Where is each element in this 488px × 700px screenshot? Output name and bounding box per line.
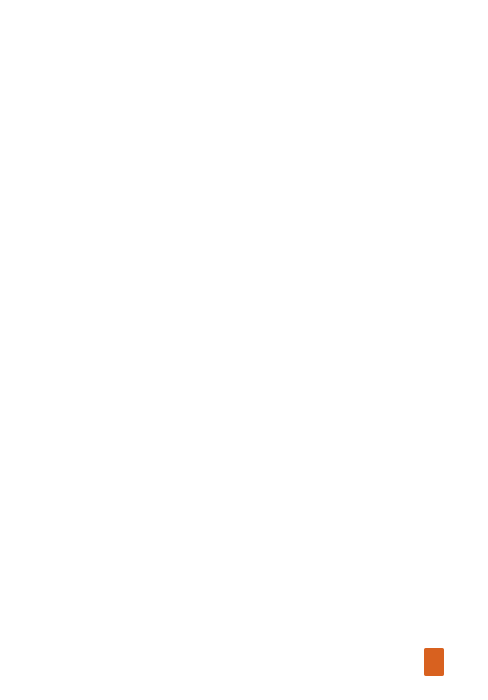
page-body bbox=[43, 72, 453, 86]
publisher-logo bbox=[424, 648, 444, 676]
running-header bbox=[40, 44, 48, 56]
